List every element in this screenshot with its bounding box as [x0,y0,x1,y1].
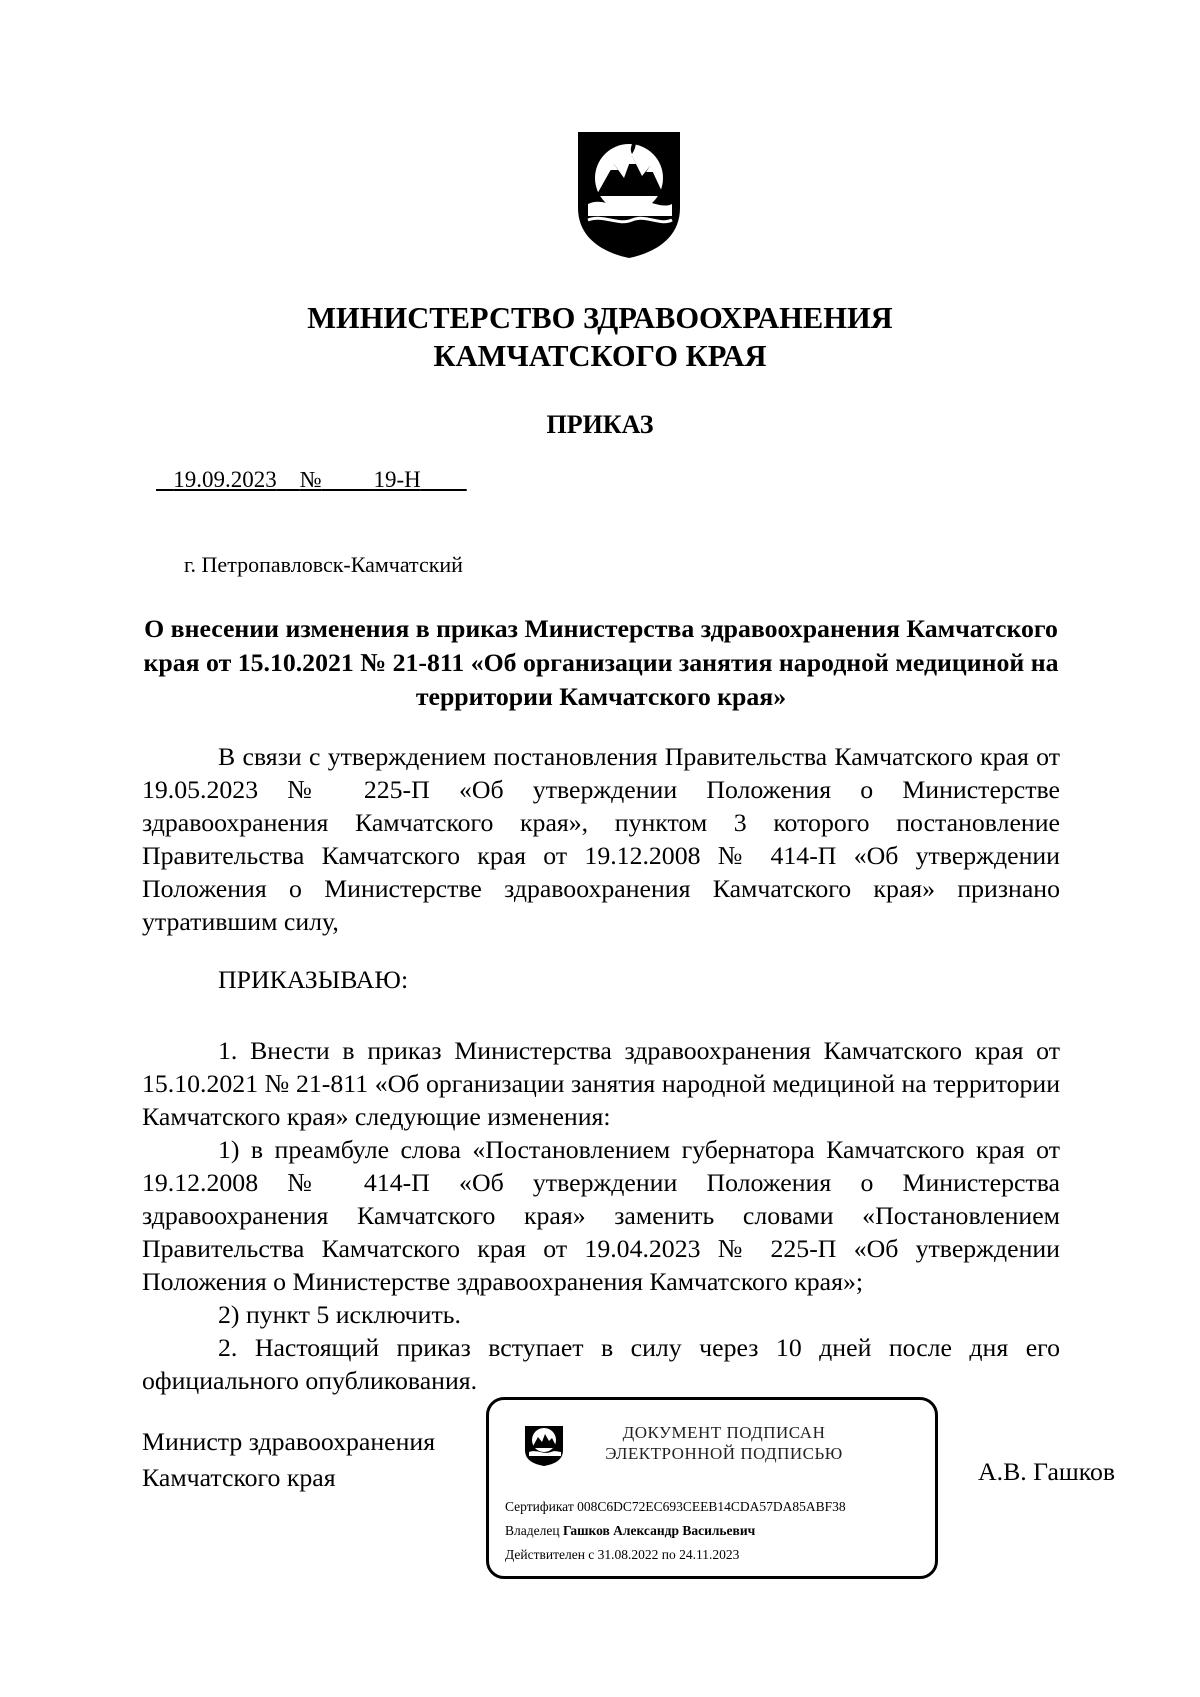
date-number-line [156,466,467,494]
order-item: 1. Внести в приказ Министерства здравоохранения Камчатского края от 15.10.2021 № 21-811 «Об организации занятия народной медициной на территории Камчатского края» следующие изменения: [142,1036,1060,1131]
stamp-title-line1: ДОКУМЕНТ ПОДПИСАН [622,1423,826,1442]
order-subject: О внесении изменения в приказ Министерства здравоохранения Камчатского края от 15.10.2021 № 21-811 «Об организации занятия народной медициной на территории Камчатского края» [143,614,1059,711]
order-date: 19.09.2023 [173,467,277,492]
order-items [142,1034,1060,1397]
owner-value: Гашков Александр Васильевич [562,1523,756,1538]
stamp-title-line2: ЭЛЕКТРОННОЙ ПОДПИСЬЮ [605,1444,843,1463]
signer-position-line1: Министр здравоохранения [142,1427,436,1456]
preamble-paragraph: В связи с утверждением постановления Правительства Камчатского края от 19.05.2023 № 225-П «Об утверждении Положения о Министерстве здравоохранения Камчатского края», пунктом 3 которого постановление Правительства Камчатского края от 19.12.2008 № 414-П «Об утверждении Положения о Министерстве здравоохранения Камчатского края» признано утратившим силу, [142,742,1060,936]
owner-label: Владелец [505,1523,560,1538]
ministry-title-line2: КАМЧАТСКОГО КРАЯ [433,339,767,373]
validity-line [505,1546,739,1564]
valid-to-label: по [661,1547,676,1562]
valid-to: 24.11.2023 [679,1547,740,1562]
valid-from: 31.08.2022 [597,1547,659,1562]
owner-line [505,1522,755,1540]
order-number: 19-Н [373,467,421,492]
order-word: ПРИКАЗЫВАЮ: [218,965,409,994]
number-sign: № [299,467,322,492]
order-item: 1) в преамбуле слова «Постановлением губернатора Камчатского края от 19.12.2008 № 414-П «Об утверждении Положения о Министерства здравоохранения Камчатского края» заменить словами «Постановлением Правительства Камчатского края от 19.04.2023 № 225-П «Об утверждении Положения о Министерстве здравоохранения Камчатского края»; [142,1135,1060,1296]
coat-of-arms-icon [523,1422,565,1466]
document-type: ПРИКАЗ [546,410,654,439]
order-item: 2) пункт 5 исключить. [218,1300,461,1329]
stamp-title [599,1422,849,1464]
certificate-value: 008C6DC72EC693CEEB14CDA57DA85ABF38 [577,1499,846,1514]
certificate-label: Сертификат [505,1499,574,1514]
valid-label: Действителен с [505,1547,595,1562]
certificate-line [505,1498,846,1516]
signer-position-line2: Камчатского края [142,1463,336,1492]
signer-name: А.В. Гашков [978,1457,1116,1486]
city: г. Петропавловск-Камчатский [184,552,463,577]
ministry-title-line1: МИНИСТЕРСТВО ЗДРАВООХРАНЕНИЯ [307,301,893,335]
signer-position [142,1424,435,1496]
electronic-signature-stamp [486,1397,938,1579]
kamchatka-coat-of-arms-icon [574,124,684,260]
order-item: 2. Настоящий приказ вступает в силу через 10 дней после дня его официального опубликования. [142,1333,1060,1395]
